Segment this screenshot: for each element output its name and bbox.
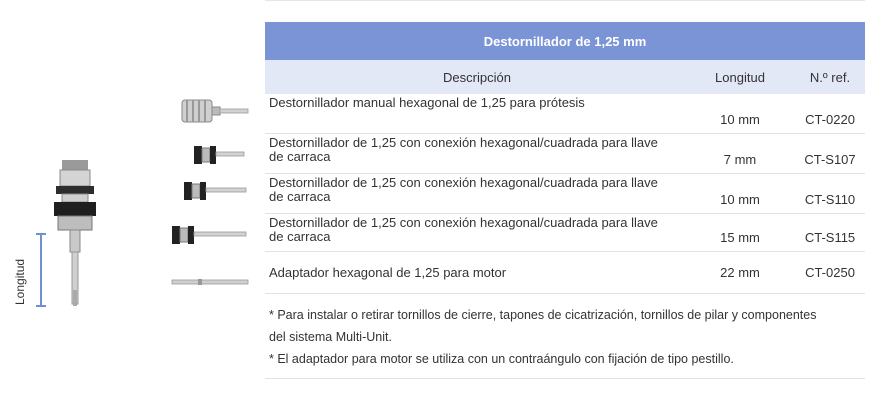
table-notes [265, 294, 865, 370]
header-length: Longitud [715, 69, 765, 85]
length-tick-top [36, 233, 46, 235]
length-indicator-line [40, 233, 42, 307]
row-length: 7 mm [723, 152, 757, 167]
row-description: Adaptador hexagonal de 1,25 para motor [269, 264, 507, 280]
thumb-ratchet-7mm [168, 140, 252, 170]
table-row [265, 134, 865, 174]
top-divider [265, 0, 865, 1]
table-row [265, 174, 865, 214]
thumb-manual-screwdriver [168, 96, 252, 126]
row-ref: CT-0220 [805, 112, 855, 127]
table-row [265, 252, 865, 294]
note-item: * Para instalar o retirar tornillos de cierre, tapones de cicatrización, tornillos de pilar y componentes del sistema Multi-Unit. [269, 308, 817, 344]
length-label: Longitud [13, 258, 27, 305]
row-length: 10 mm [720, 112, 760, 127]
row-description: Destornillador de 1,25 con conexión hexagonal/cuadrada para llave de carraca [269, 175, 658, 204]
row-ref: CT-S107 [804, 152, 856, 167]
table-row [265, 94, 865, 134]
table-row [265, 214, 865, 252]
row-description: Destornillador de 1,25 con conexión hexagonal/cuadrada para llave de carraca [269, 135, 658, 164]
row-description: Destornillador de 1,25 con conexión hexagonal/cuadrada para llave de carraca [269, 215, 658, 244]
row-ref: CT-S110 [804, 192, 856, 207]
thumb-ratchet-10mm [168, 176, 252, 206]
table-header-row [265, 60, 865, 94]
row-description: Destornillador manual hexagonal de 1,25 para prótesis [269, 95, 585, 110]
product-table [265, 22, 865, 379]
thumb-ratchet-15mm [168, 220, 252, 250]
row-ref: CT-S115 [804, 230, 856, 245]
row-length: 15 mm [720, 230, 760, 245]
row-length: 10 mm [720, 192, 760, 207]
note-item: * El adaptador para motor se utiliza con un contraángulo con fijación de tipo pestillo. [269, 352, 734, 366]
row-length: 22 mm [720, 265, 760, 280]
header-ref: N.º ref. [809, 69, 851, 85]
length-tick-bottom [36, 305, 46, 307]
header-description: Descripción [443, 69, 511, 85]
thumb-motor-adapter [168, 268, 252, 298]
bottom-divider [265, 378, 865, 379]
screwdriver-illustration [48, 160, 108, 310]
table-title: Destornillador de 1,25 mm [265, 22, 865, 60]
row-ref: CT-0250 [805, 265, 855, 280]
